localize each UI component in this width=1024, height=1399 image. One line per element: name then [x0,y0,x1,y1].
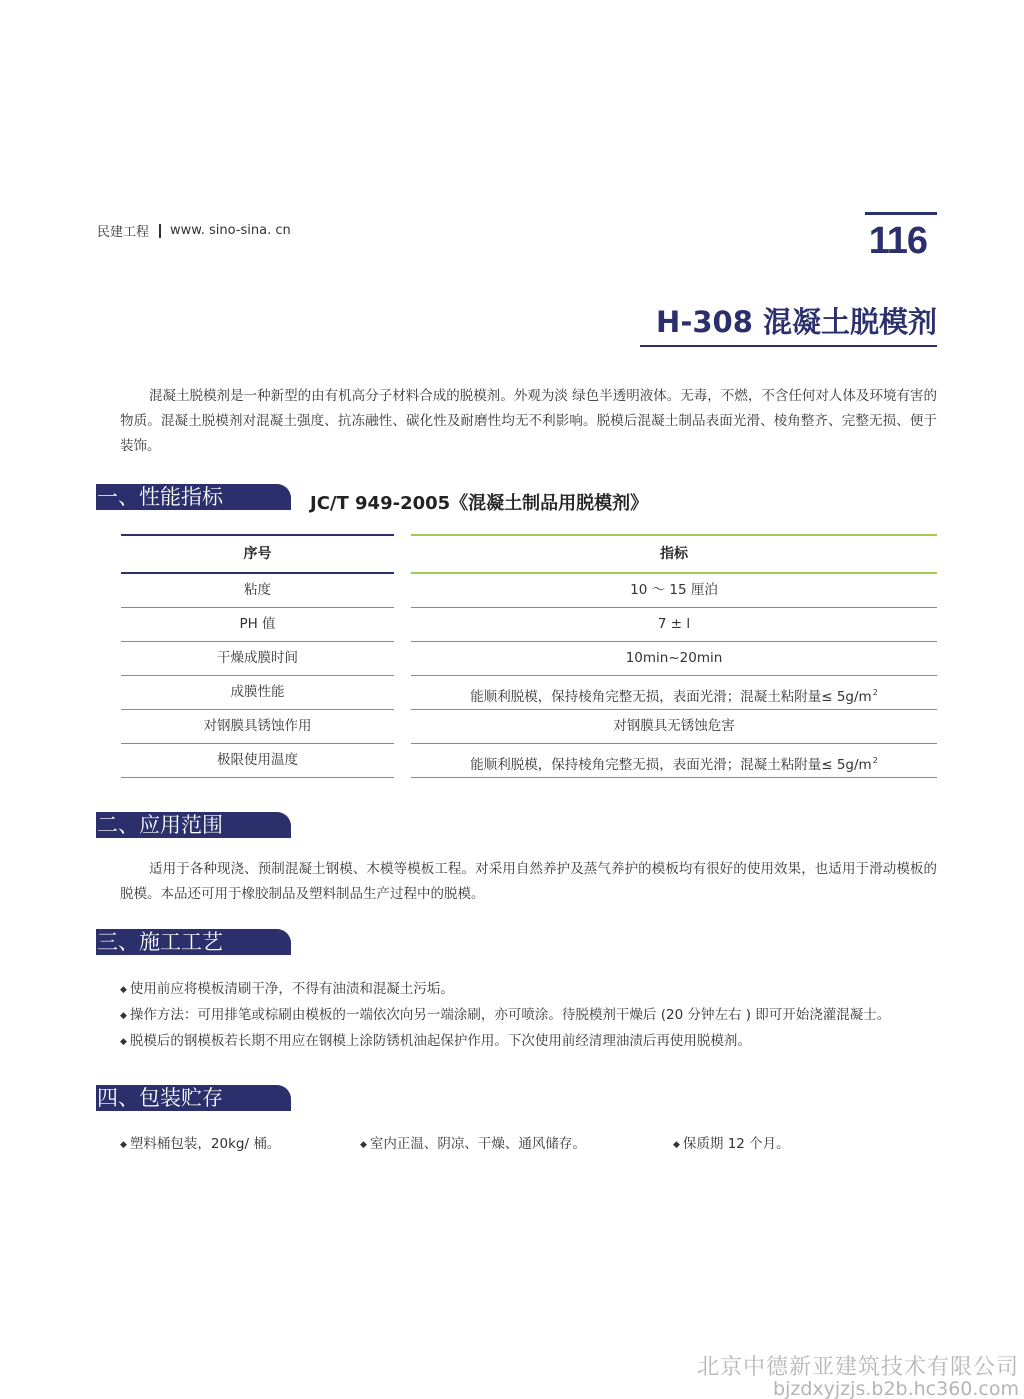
page-title: H-308 混凝土脱模剂 [656,305,937,339]
list-item [120,1003,960,1029]
watermark-url: bjzdxyjzjs.b2b.hc360.com [773,1378,1019,1399]
page-number: 116 [868,220,927,262]
packaging-item [673,1132,790,1152]
bullet-icon: ◆ [120,1011,127,1021]
table-row [121,744,394,778]
header-divider [159,224,161,238]
site-url: www. sino-sina. cn [170,223,291,238]
packaging-text: 保质期 12 个月。 [682,1136,790,1152]
table-row [121,574,394,608]
scope-paragraph: 适用于各种现浇、预制混凝土钢模、木模等模板工程。对采用自然养护及蒸气养护的模板均有很好的使用效果，也适用于滑动模板的脱模。本品还可用于橡胶制品及塑料制品生产过程中的脱模。 [120,861,937,902]
table-header-value: 指标 [660,546,688,562]
row-value-sup: 2 [872,756,878,765]
table-row [411,676,937,710]
process-list [120,977,960,1055]
row-value: 7 ± l [657,616,691,632]
row-item: 粘度 [244,582,271,598]
row-value-sup: 2 [872,688,878,697]
packaging-text: 室内正温、阴凉、干燥、通风储存。 [369,1136,586,1152]
brand-name: 民建工程 [97,225,150,240]
bullet-icon: ◆ [120,1037,127,1047]
standard-title: JC/T 949-2005《混凝土制品用脱模剂》 [310,493,649,514]
packaging-text: 塑料桶包装，20kg/ 桶。 [129,1136,281,1152]
row-item: 干燥成膜时间 [217,650,298,666]
row-item: 成膜性能 [230,684,285,700]
row-value: 10 ～ 15 厘泊 [630,582,718,598]
spec-table-items [121,534,394,778]
row-item: 对钢膜具锈蚀作用 [203,718,312,734]
packaging-item [120,1132,280,1152]
bullet-icon: ◆ [120,1140,127,1150]
section-label-scope: 二、应用范围 [96,812,291,838]
list-item-text: 脱模后的钢模板若长期不用应在钢模上涂防锈机油起保护作用。下次使用前经清理油渍后再使用脱模剂。 [129,1033,751,1049]
section-label-packaging: 四、包装贮存 [96,1085,291,1111]
row-value: 能顺利脱模，保持棱角完整无损，表面光滑；混凝土粘附量≤ 5g/m [470,689,872,705]
list-item-text: 操作方法：可用排笔或棕刷由模板的一端依次向另一端涂刷，亦可喷涂。待脱模剂干燥后 (20 分钟左右 ) 即可开始浇灌混凝士。 [129,1007,891,1023]
bullet-icon: ◆ [673,1140,680,1150]
table-header-item: 序号 [243,546,272,562]
table-row [121,710,394,744]
list-item [120,1029,960,1055]
list-item-text: 使用前应将模板清刷干净，不得有油渍和混凝土污垢。 [129,981,454,997]
watermark-company: 北京中德新亚建筑技术有限公司 [696,1355,1019,1380]
row-item: PH 值 [239,616,276,632]
page-number-rule [865,212,937,215]
table-row [121,642,394,676]
row-value: 能顺利脱模，保持棱角完整无损，表面光滑；混凝土粘附量≤ 5g/m [470,757,872,773]
row-value: 对钢膜具无锈蚀危害 [613,718,735,734]
section-label-process: 三、施工工艺 [96,929,291,955]
table-row [411,574,937,608]
spec-table-values [411,534,937,778]
list-item [120,977,960,1003]
header-brand [97,221,291,240]
intro-paragraph: 混凝土脱模剂是一种新型的由有机高分子材料合成的脱模剂。外观为淡 绿色半透明液体。无毒，不燃，不含任何对人体及环境有害的物质。混凝土脱模剂对混凝土强度、抗冻融性、碳化性及耐磨性均无不利影响。脱模后混凝土制品表面光滑、棱角整齐、完整无损、便于装饰。 [120,388,937,454]
bullet-icon: ◆ [360,1140,367,1150]
table-row [411,608,937,642]
table-row [411,744,937,778]
row-item: 极限使用温度 [217,752,298,768]
table-row [121,676,394,710]
table-row [121,608,394,642]
packaging-item [360,1132,586,1152]
table-row [411,642,937,676]
table-row [411,710,937,744]
bullet-icon: ◆ [120,985,127,995]
section-label-performance: 一、性能指标 [96,484,291,510]
title-underline [640,345,937,347]
row-value: 10min~20min [625,650,723,666]
